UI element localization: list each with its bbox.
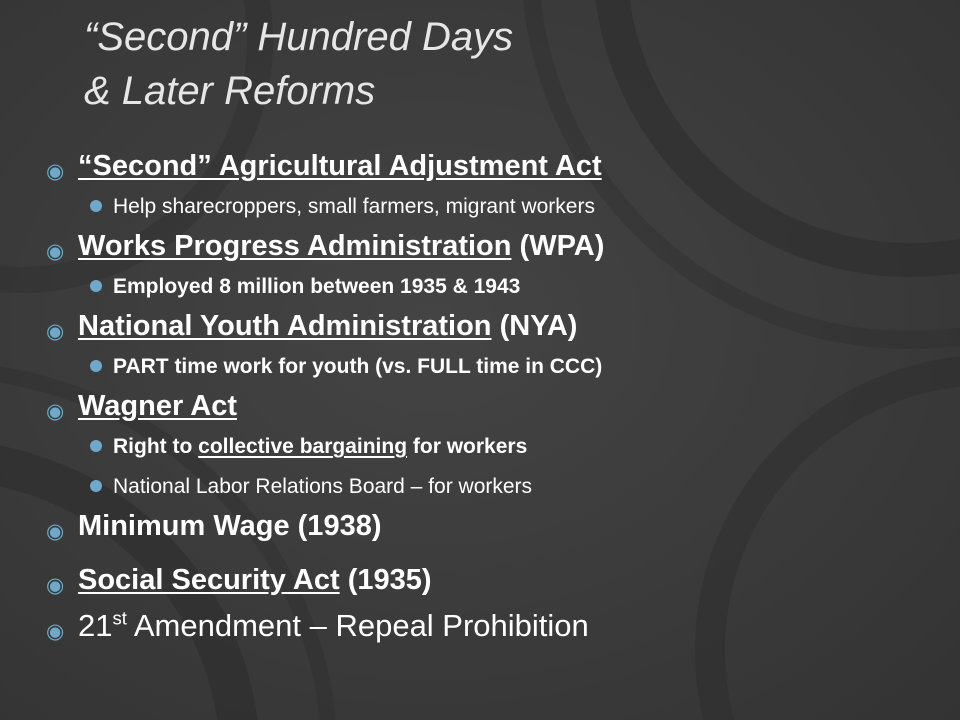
item-suffix: (NYA)	[491, 310, 578, 342]
item-superscript: st	[112, 607, 127, 629]
item-suffix: (WPA)	[511, 230, 605, 262]
circled-dot-icon: ◉	[46, 573, 65, 597]
title-line-1: “Second” Hundred Days	[84, 15, 514, 59]
item-prefix: 21	[78, 608, 113, 643]
item-label: Works Progress Administration	[78, 230, 512, 262]
circled-dot-icon: ◉	[46, 519, 65, 543]
circled-dot-icon: ◉	[46, 319, 65, 343]
filled-circle-icon	[90, 440, 102, 452]
item-suffix: Amendment – Repeal Prohibition	[126, 608, 589, 643]
item-label: Wagner Act	[78, 390, 237, 422]
item-label: National Labor Relations Board – for workers	[113, 475, 533, 498]
title-line-2: & Later Reforms	[84, 69, 376, 113]
slide-title	[84, 10, 924, 118]
item-label: PART time work for youth (vs. FULL time in CCC)	[113, 355, 603, 378]
item-label: Minimum Wage (1938)	[78, 510, 382, 542]
item-prefix: Right to	[113, 435, 199, 458]
item-label: “Second” Agricultural Adjustment Act	[78, 150, 602, 182]
item-label: National Youth Administration	[78, 310, 492, 342]
circled-dot-icon: ◉	[46, 239, 65, 263]
item-label: Social Security Act	[78, 564, 340, 596]
item-suffix: (1935)	[339, 564, 432, 596]
filled-circle-icon	[90, 280, 102, 292]
item-underlined: collective bargaining	[198, 435, 408, 458]
filled-circle-icon	[90, 360, 102, 372]
item-label: Help sharecroppers, small farmers, migrant workers	[113, 195, 595, 218]
filled-circle-icon	[90, 200, 102, 212]
circled-dot-icon: ◉	[46, 159, 65, 183]
item-suffix: for workers	[407, 435, 528, 458]
item-label: Employed 8 million between 1935 & 1943	[113, 275, 521, 298]
filled-circle-icon	[90, 480, 102, 492]
circled-dot-icon: ◉	[46, 399, 65, 423]
circled-dot-icon: ◉	[46, 619, 65, 643]
